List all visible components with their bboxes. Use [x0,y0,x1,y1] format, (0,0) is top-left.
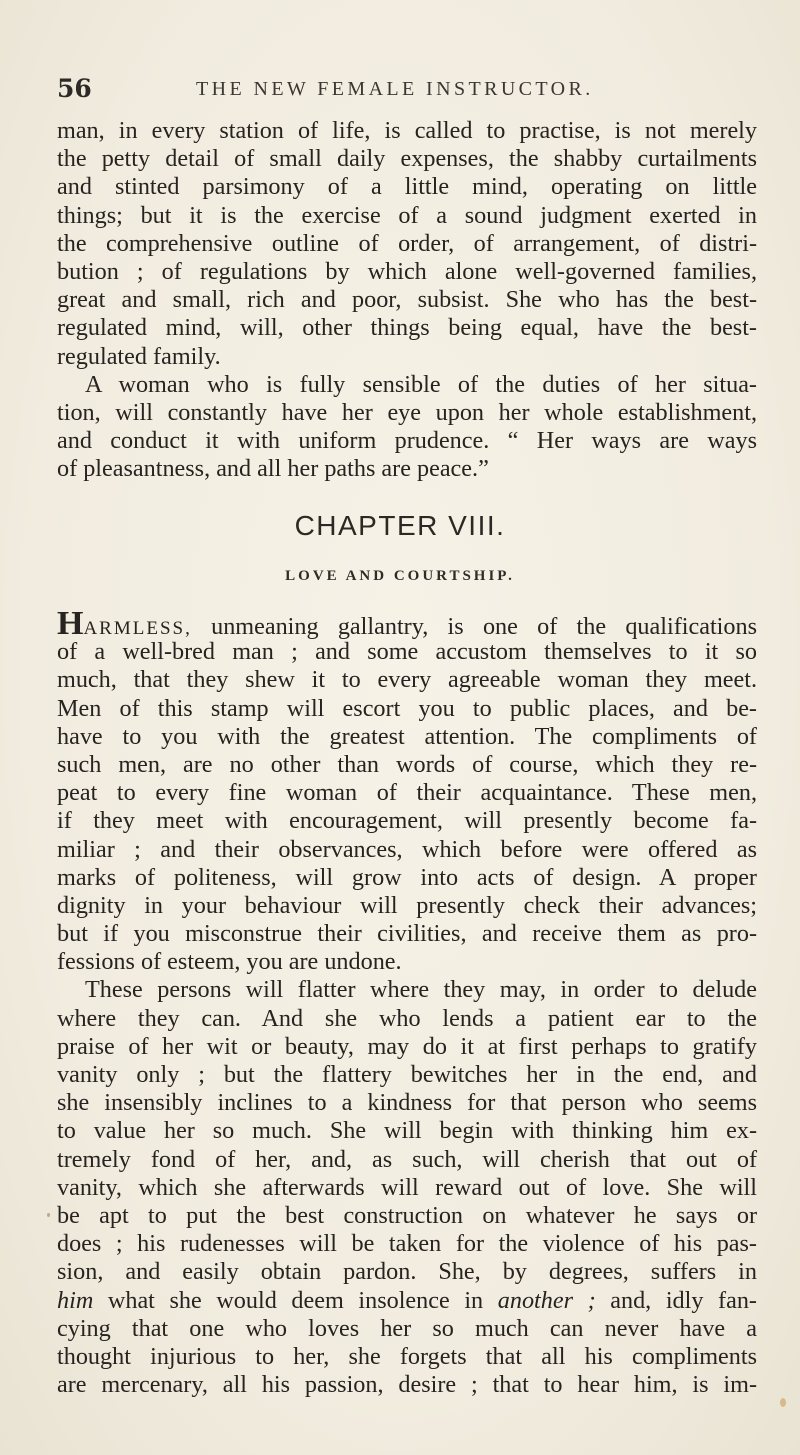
text-line: of a well-bred man ; and some accustom themselves to it so [57,638,757,666]
text-line: where they can. And she who lends a patient ear to the [57,1004,757,1032]
paper-speck [47,1213,50,1217]
text-line: man, in every station of life, is called to practise, is not merely [57,117,757,144]
text-line: regulated mind, will, other things being equal, have the best- [57,314,757,342]
text-line: regulated family. [57,342,221,370]
text-line: miliar ; and their observances, which before were offered as [57,835,757,863]
chapter-body [57,605,757,1399]
text-line: sion, and easily obtain pardon. She, by degrees, suffers in [57,1258,757,1286]
text-line: such men, are no other than words of course, which they re- [57,750,757,778]
chapter-title: CHAPTER VIII. [294,510,506,541]
text-line: the comprehensive outline of order, of arrangement, of distri- [57,229,757,257]
text-segment: and, idly fan- [595,1286,757,1314]
text-line: the petty detail of small daily expenses, the shabby curtailments [57,145,757,173]
text-line: bution ; of regulations by which alone well-governed families, [57,257,757,285]
text-line: vanity only ; but the flattery bewitches her in the end, and [57,1061,757,1088]
text-line: A woman who is fully sensible of the duties of her situa- [85,370,757,398]
text-line: but if you misconstrue their civilities, and receive them as pro- [57,920,757,948]
running-head [57,74,757,110]
text-line: marks of politeness, will grow into acts of design. A proper [57,863,757,891]
first-line [57,605,757,642]
paper-speck [780,1398,786,1407]
text-line: be apt to put the best construction on whatever he says or [57,1201,757,1229]
text-line: have to you with the greatest attention. The compliments of [57,722,757,750]
text-line: thought injurious to her, she forgets that all his compliments [57,1342,757,1370]
running-title: THE NEW FEMALE INSTRUCTOR. [196,78,594,100]
first-line-rest: unmeaning gallantry, is one of the qualifications [191,613,757,640]
text-line: does ; his rudenesses will be taken for the violence of his pas- [57,1230,757,1258]
text-line: dignity in your behaviour will presently check their advances; [57,891,757,919]
intro-text [57,117,757,483]
italic-him: him [57,1286,94,1314]
text-line-italic [57,1287,757,1315]
text-line: she insensibly inclines to a kindness for that person who seems [57,1089,757,1117]
text-line: tion, will constantly have her eye upon her whole establishment, [57,398,757,426]
text-line: of pleasantness, and all her paths are peace.” [57,455,489,483]
text-line: are mercenary, all his passion, desire ; that to hear him, is im- [57,1371,757,1399]
text-line: peat to every fine woman of their acquaintance. These men, [57,779,757,807]
text-line: praise of her wit or beauty, may do it at first perhaps to gratify [57,1032,757,1060]
text-segment: what she would deem insolence in [93,1286,498,1314]
text-line: much, that they shew it to every agreeable woman they meet. [57,666,757,694]
text-line: to value her so much. She will begin with thinking him ex- [57,1117,757,1145]
chapter-subtitle: LOVE AND COURTSHIP. [285,568,515,584]
text-line: things; but it is the exercise of a sound judgment exerted in [57,201,757,229]
text-line: These persons will flatter where they may, in order to delude [85,976,757,1004]
drop-cap: H [57,605,84,642]
page-number: 56 [57,74,92,103]
text-line: and conduct it with uniform prudence. “ Her ways are ways [57,427,757,455]
text-line: and stinted parsimony of a little mind, operating on little [57,173,757,201]
text-line: vanity, which she afterwards will reward out of love. She will [57,1173,757,1201]
text-line: tremely fond of her, and, as such, will cherish that out of [57,1145,757,1173]
small-caps-word: ARMLESS, [83,618,192,639]
italic-another: another ; [497,1286,596,1314]
text-line: Men of this stamp will escort you to public places, and be- [57,694,757,722]
text-line: fessions of esteem, you are undone. [57,948,402,976]
text-line: cying that one who loves her so much can never have a [57,1314,757,1342]
text-line: great and small, rich and poor, subsist. She who has the best- [57,286,757,314]
text-line: if they meet with encouragement, will presently become fa- [57,807,757,835]
